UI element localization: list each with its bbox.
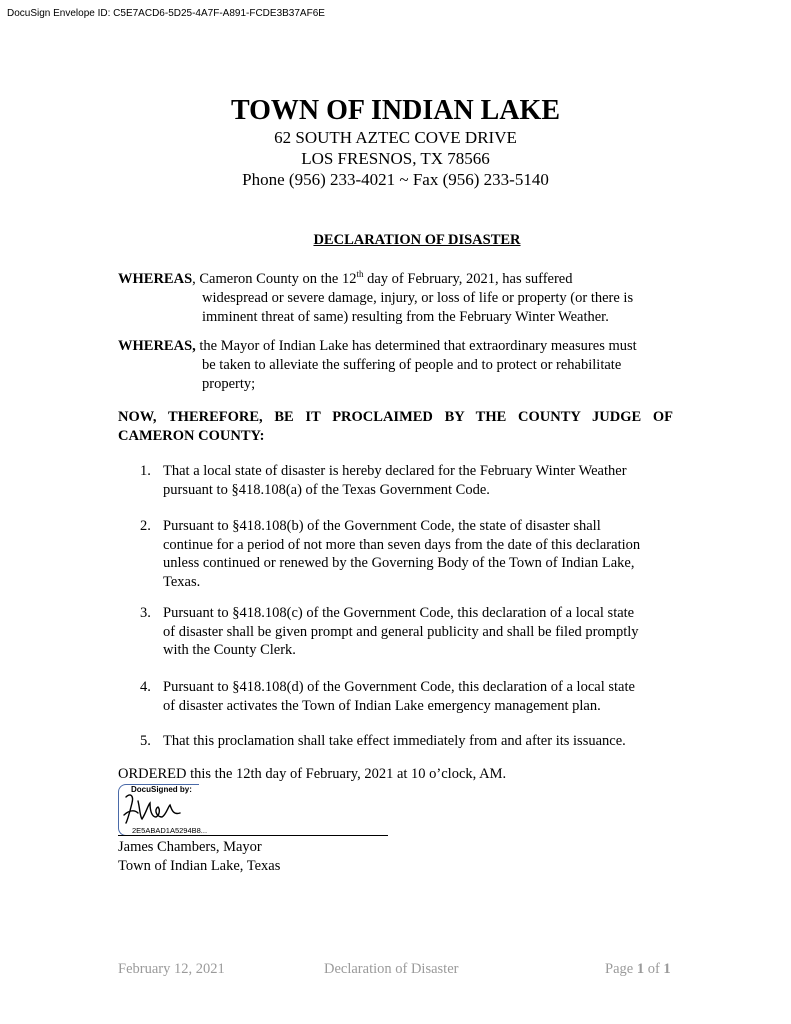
signature-image — [120, 789, 190, 827]
footer-date: February 12, 2021 — [118, 961, 225, 977]
envelope-id: DocuSign Envelope ID: C5E7ACD6-5D25-4A7F-A891-FCDE3B37AF6E — [7, 8, 325, 19]
item-text: of disaster activates the Town of Indian Lake emergency management plan. — [163, 697, 601, 714]
page-word: Page — [605, 961, 637, 977]
ordinal-suffix: th — [356, 269, 364, 279]
list-item — [140, 462, 680, 499]
whereas-text: imminent threat of same) resulting from the February Winter Weather. — [202, 308, 609, 325]
whereas-lead: WHEREAS — [118, 270, 193, 287]
item-number: 3. — [140, 605, 151, 621]
item-text: continue for a period of not more than seven days from the date of this declaration — [163, 536, 641, 553]
address-line-2: LOS FRESNOS, TX 78566 — [301, 149, 490, 168]
docusign-label: DocuSigned by: — [131, 785, 192, 794]
whereas-text: , Cameron County on the 12 — [192, 270, 357, 287]
footer-doc-title: Declaration of Disaster — [324, 961, 459, 977]
whereas-text: be taken to alleviate the suffering of people and to protect or rehabilitate — [202, 357, 622, 373]
whereas-lead: WHEREAS, — [118, 338, 196, 354]
item-text: Pursuant to §418.108(b) of the Government Code, the state of disaster shall — [163, 518, 601, 534]
item-number: 1. — [140, 463, 151, 479]
page-current: 1 — [636, 961, 645, 977]
item-text: That this proclamation shall take effect immediately from and after its issuance. — [163, 733, 626, 749]
item-text: pursuant to §418.108(a) of the Texas Government Code. — [163, 481, 490, 498]
proclamation-line: NOW, THEREFORE, BE IT PROCLAIMED BY THE COUNTY JUDGE OF — [118, 409, 673, 425]
proclamation-line: CAMERON COUNTY: — [118, 428, 265, 444]
whereas-clause-1 — [118, 265, 673, 327]
list-item — [140, 732, 680, 751]
footer-page-number — [605, 961, 671, 978]
item-number: 5. — [140, 733, 151, 749]
proclamation-heading — [118, 408, 673, 446]
whereas-text: the Mayor of Indian Lake has determined that extraordinary measures must — [195, 338, 637, 354]
signer-org: Town of Indian Lake, Texas — [118, 858, 281, 874]
document-title: DECLARATION OF DISASTER — [313, 232, 521, 248]
page-total: 1 — [663, 961, 671, 977]
item-number: 4. — [140, 679, 151, 695]
whereas-text: day of February, 2021, has suffered — [363, 270, 573, 287]
of-word: of — [644, 961, 664, 977]
phone-fax-line: Phone (956) 233-4021 ~ Fax (956) 233-5140 — [242, 170, 549, 189]
item-text: with the County Clerk. — [163, 642, 296, 658]
whereas-clause-2 — [118, 337, 673, 394]
item-text: Pursuant to §418.108(d) of the Government Code, this declaration of a local state — [163, 679, 635, 695]
whereas-text: property; — [202, 376, 256, 392]
item-text: of disaster shall be given prompt and general publicity and shall be filed promptly — [163, 623, 639, 640]
list-item — [140, 517, 680, 591]
town-name: TOWN OF INDIAN LAKE — [230, 95, 561, 126]
item-text: unless continued or renewed by the Governing Body of the Town of Indian Lake, — [163, 555, 635, 571]
address-line-1: 62 SOUTH AZTEC COVE DRIVE — [274, 128, 517, 147]
letterhead — [0, 95, 791, 190]
ordered-line: ORDERED this the 12th day of February, 2021 at 10 o’clock, AM. — [118, 766, 507, 782]
signer-block — [118, 838, 280, 876]
docusign-id: 2E5ABAD1A5294B8... — [132, 826, 208, 835]
item-text: That a local state of disaster is hereby declared for the February Winter Weather — [163, 463, 627, 479]
signature-line — [118, 835, 388, 836]
list-item — [140, 604, 680, 660]
item-text: Pursuant to §418.108(c) of the Government Code, this declaration of a local state — [163, 605, 635, 621]
whereas-text: widespread or severe damage, injury, or loss of life or property (or there is — [202, 289, 634, 306]
list-item — [140, 678, 680, 715]
item-text: Texas. — [163, 573, 201, 590]
item-number: 2. — [140, 518, 151, 534]
signer-name: James Chambers, Mayor — [118, 839, 262, 855]
